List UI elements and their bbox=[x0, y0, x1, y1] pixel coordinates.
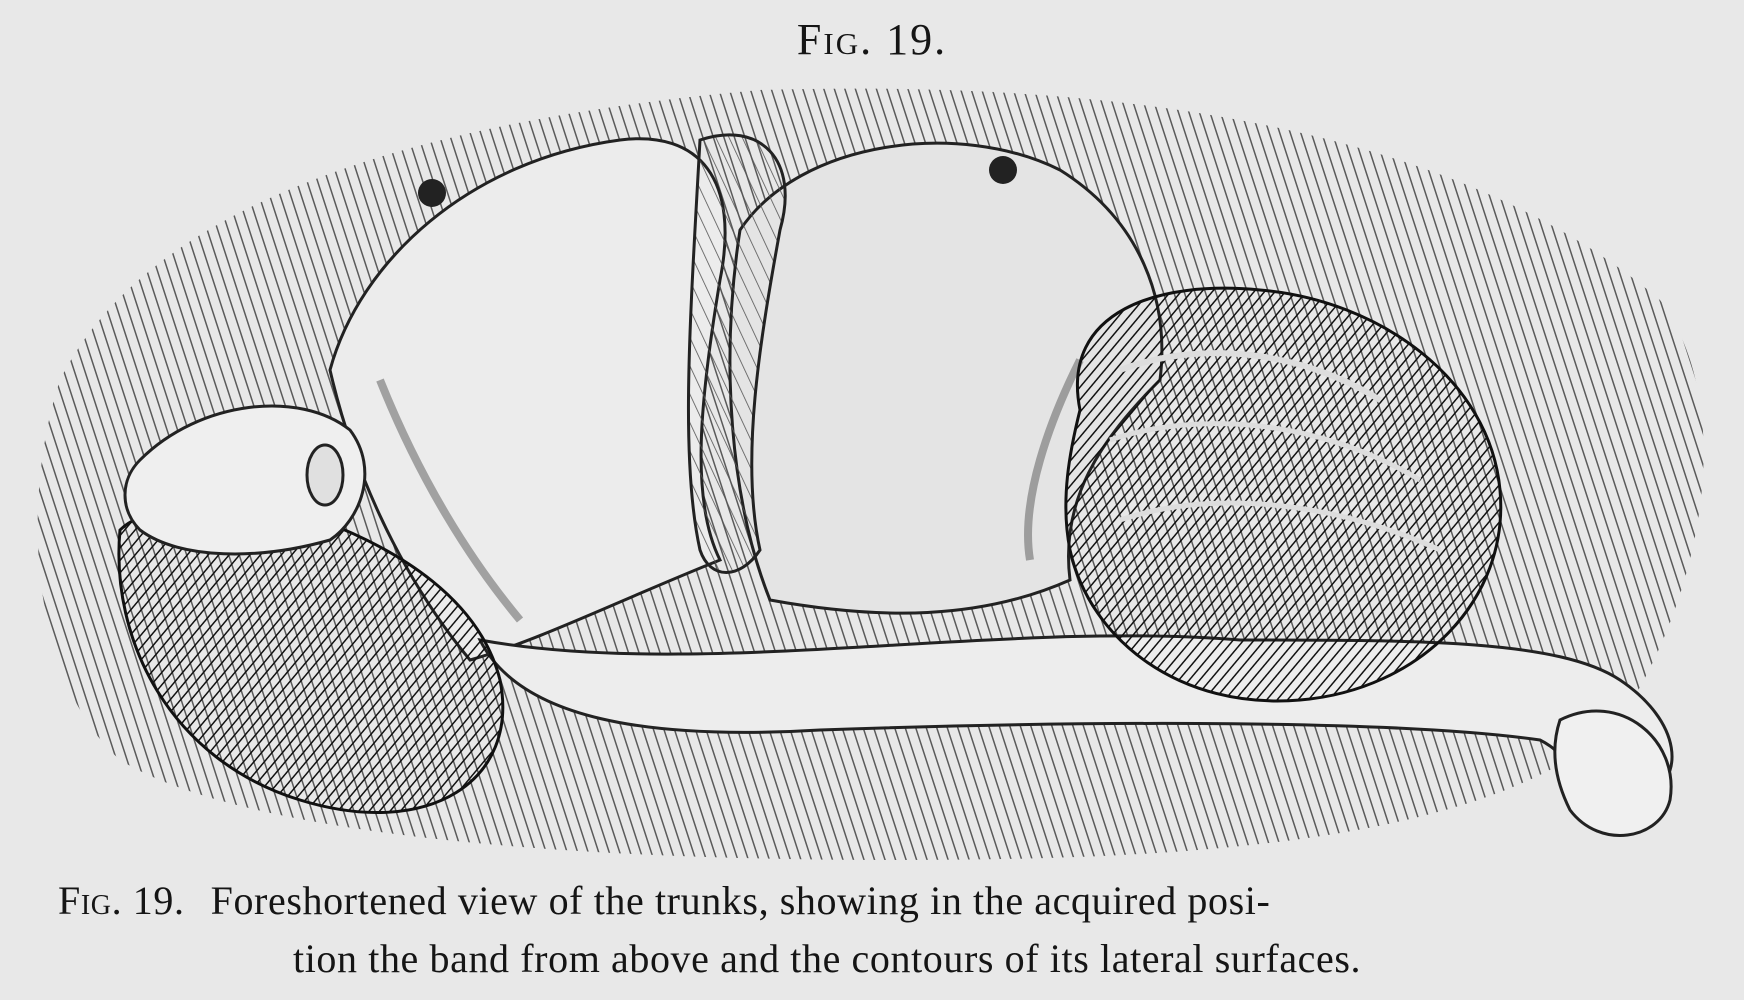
engraving-conjoined-bodies-icon bbox=[0, 80, 1744, 870]
caption-line-2: tion the band from above and the contours of its lateral surfaces. bbox=[293, 936, 1362, 981]
caption-figure-label: Fig. 19. bbox=[58, 878, 185, 923]
nipple-left bbox=[418, 179, 446, 207]
caption-text-1: Foreshortened view of the trunks, showing in the acquired posi- bbox=[210, 878, 1271, 923]
figure-heading: Fig. 19. bbox=[796, 15, 948, 64]
left-ear bbox=[307, 445, 343, 505]
caption-line-1 bbox=[58, 872, 1678, 930]
figure-caption bbox=[58, 872, 1678, 988]
nipple-right bbox=[989, 156, 1017, 184]
